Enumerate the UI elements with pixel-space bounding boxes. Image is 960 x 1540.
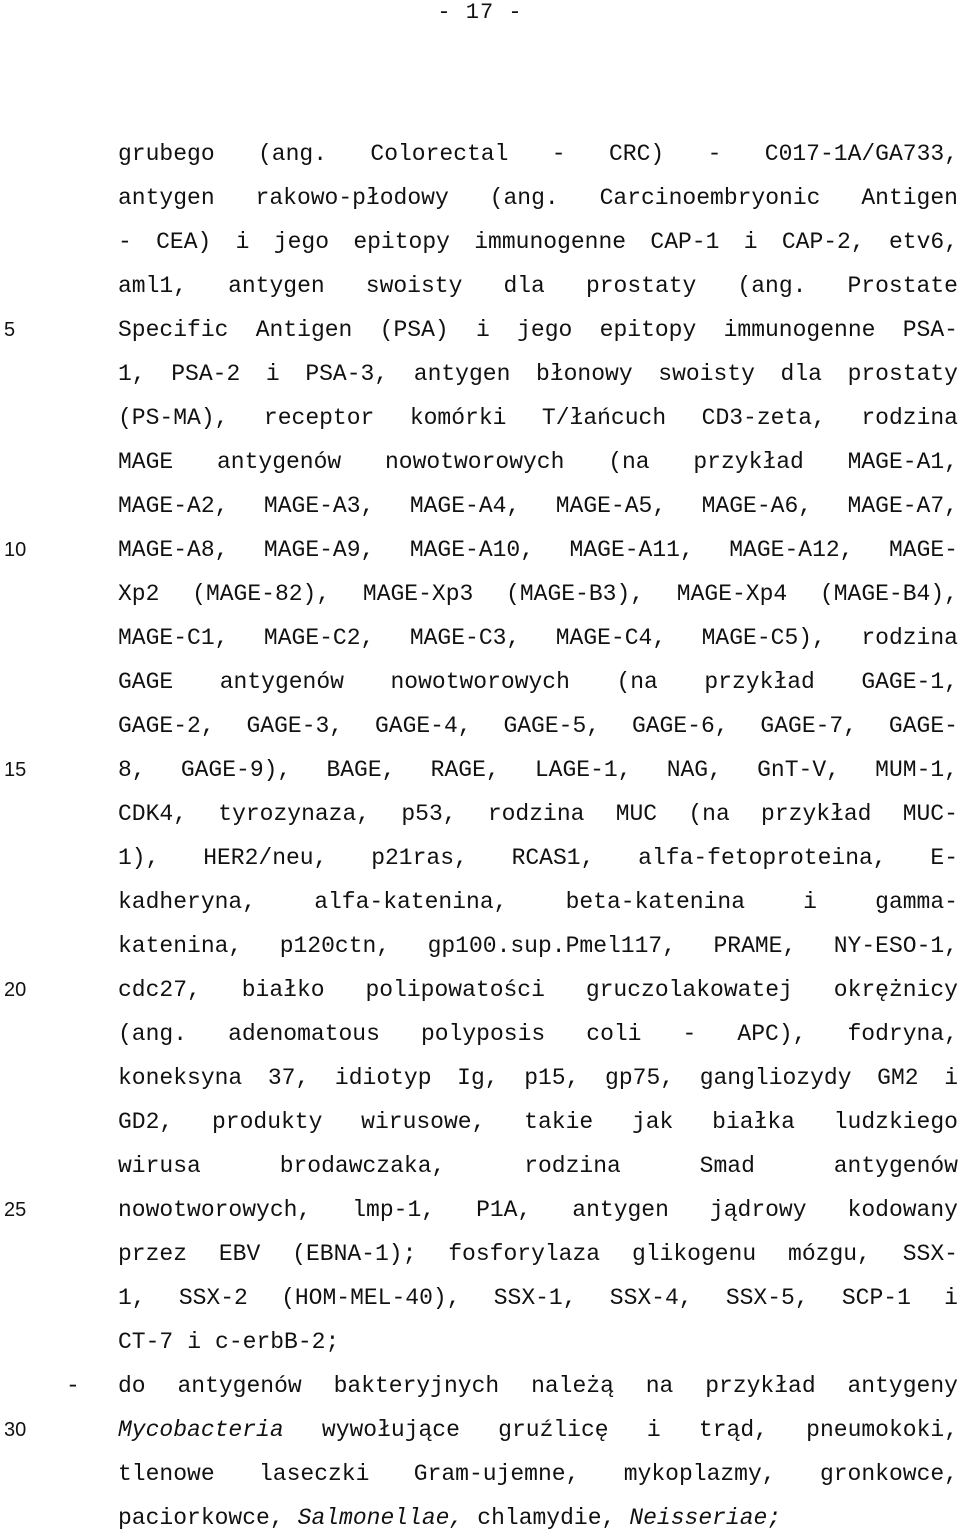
text-line: [118, 308, 958, 352]
text-word: Gram-ujemne,: [413, 1461, 580, 1487]
text-word: białka: [712, 1109, 795, 1135]
text-word: i: [476, 317, 490, 343]
text-word: (PS-MA),: [118, 405, 229, 431]
text-word: polyposis: [420, 1021, 546, 1047]
text-word: CDK4,: [118, 801, 188, 827]
text-word: chlamydie,: [477, 1505, 616, 1531]
text-word: jego: [517, 317, 573, 343]
text-word: receptor: [263, 405, 375, 431]
text-word: coli: [586, 1021, 642, 1047]
text-word: do: [118, 1373, 146, 1399]
text-line: [118, 176, 958, 220]
text-word: wywołujące: [321, 1417, 460, 1443]
text-word: gronkowce,: [819, 1461, 958, 1487]
text-word: i: [646, 1417, 661, 1443]
text-line: [118, 1232, 958, 1276]
text-word: mózgu,: [788, 1241, 871, 1267]
text-word: (MAGE-B4),: [819, 581, 958, 607]
text-word: 8,: [118, 757, 146, 783]
text-word: (ang.: [737, 273, 807, 299]
text-word: MAGE-A3,: [263, 493, 375, 519]
text-word: epitopy: [353, 229, 450, 255]
text-word: immunogenne: [723, 317, 876, 343]
text-word: GAGE-7,: [760, 713, 858, 739]
text-word: p21ras,: [371, 845, 468, 871]
text-word: MUC: [615, 801, 658, 827]
text-word: wirusowe,: [361, 1109, 486, 1135]
text-word: MAGE-: [888, 537, 958, 563]
text-word: SCP-1: [841, 1285, 911, 1311]
text-word: MAGE-C3,: [409, 625, 521, 651]
text-word: (ang.: [258, 141, 328, 167]
text-word: GM2: [877, 1065, 919, 1091]
text-word: gruźlicę: [498, 1417, 609, 1443]
text-word: (ang.: [118, 1021, 188, 1047]
text-word: P1A,: [476, 1197, 532, 1223]
text-word: trąd,: [698, 1417, 768, 1443]
text-word: bakteryjnych: [333, 1373, 500, 1399]
text-word: EBV: [218, 1241, 261, 1267]
text-word: GAGE: [118, 669, 174, 695]
page-number: - 17 -: [437, 0, 523, 25]
text-line: [118, 968, 958, 1012]
text-word: E-: [930, 845, 958, 871]
text-word: i: [944, 1285, 958, 1311]
text-word: 37,: [267, 1065, 310, 1091]
text-word: rodzina: [861, 405, 958, 431]
text-word: antygen: [572, 1197, 669, 1223]
text-word: 1,: [118, 361, 146, 387]
text-word: i: [743, 229, 758, 255]
text-line: [118, 704, 958, 748]
text-word: GAGE-6,: [631, 713, 729, 739]
text-line: [118, 484, 958, 528]
text-word: przykład: [693, 449, 804, 475]
text-line: [118, 1408, 958, 1452]
text-word: MUC-: [902, 801, 958, 827]
text-word: i: [803, 889, 817, 915]
text-word: produkty: [211, 1109, 323, 1135]
text-word: MAGE-A11,: [569, 537, 694, 563]
line-number-25: 25: [4, 1199, 27, 1221]
text-word: T/łańcuch: [541, 405, 667, 431]
text-word: rodzina: [487, 801, 585, 827]
text-word: GnT-V,: [757, 757, 840, 783]
text-word: p15,: [524, 1065, 580, 1091]
text-word: i: [187, 1329, 202, 1355]
text-word: BAGE,: [326, 757, 396, 783]
text-word: SSX-: [902, 1241, 958, 1267]
text-line: [118, 220, 958, 264]
text-word: 1,: [118, 1285, 146, 1311]
text-word: Colorectal: [370, 141, 509, 167]
text-line: [118, 572, 958, 616]
text-word: (na: [616, 669, 658, 695]
text-word: Smad: [699, 1153, 755, 1179]
text-word: LAGE-1,: [534, 757, 632, 783]
text-word: GAGE-: [888, 713, 958, 739]
text-word: GAGE-5,: [503, 713, 601, 739]
text-word: (na: [688, 801, 730, 827]
text-word: RAGE,: [430, 757, 500, 783]
text-word: (PSA): [379, 317, 449, 343]
text-word: p53,: [401, 801, 457, 827]
text-word: wirusa: [118, 1153, 201, 1179]
text-word: tlenowe: [118, 1461, 215, 1487]
text-word: MAGE: [118, 449, 174, 475]
text-word: (HOM-MEL-40),: [281, 1285, 461, 1311]
text-word: i: [235, 229, 250, 255]
text-word: błonowy: [536, 361, 633, 387]
text-word: okrężnicy: [833, 977, 958, 1003]
text-word: CEA): [156, 229, 212, 255]
text-word: swoisty: [365, 273, 463, 299]
text-word: MUM-1,: [875, 757, 958, 783]
text-line: [118, 352, 958, 396]
text-word: polipowatości: [365, 977, 545, 1003]
text-word: epitopy: [599, 317, 697, 343]
text-word: SSX-5,: [725, 1285, 809, 1311]
text-word: NAG,: [666, 757, 722, 783]
text-word: MAGE-C2,: [263, 625, 375, 651]
text-word: adenomatous: [228, 1021, 380, 1047]
text-word: SSX-1,: [493, 1285, 577, 1311]
text-word: MAGE-C4,: [555, 625, 667, 651]
text-word: takie: [524, 1109, 594, 1135]
text-word: fosforylaza: [448, 1241, 601, 1267]
text-word: przykład: [761, 801, 872, 827]
text-word: MAGE-A10,: [409, 537, 535, 563]
text-word: Salmonellae,: [297, 1505, 464, 1531]
text-word: przez: [118, 1241, 188, 1267]
text-word: jego: [273, 229, 329, 255]
text-word: pneumokoki,: [806, 1417, 958, 1443]
text-word: GAGE-1,: [861, 669, 958, 695]
text-word: gangliozydy: [699, 1065, 852, 1091]
text-word: białko: [241, 977, 325, 1003]
text-line: [118, 1320, 958, 1364]
text-word: nowotworowych: [384, 449, 565, 475]
text-line: [118, 1056, 958, 1100]
text-word: p120ctn,: [279, 933, 391, 959]
text-word: MAGE-A12,: [729, 537, 854, 563]
text-word: MAGE-A7,: [847, 493, 958, 519]
text-word: Neisseriae;: [629, 1505, 782, 1531]
text-word: MAGE-A8,: [118, 537, 229, 563]
text-line: [118, 748, 958, 792]
text-word: gruczolakowatej: [585, 977, 793, 1003]
text-word: GAGE-4,: [374, 713, 472, 739]
text-word: MAGE-A6,: [701, 493, 813, 519]
text-line: [118, 1276, 958, 1320]
text-word: CAP-1: [650, 229, 720, 255]
text-word: -: [707, 141, 722, 167]
text-line: [118, 1188, 958, 1232]
text-word: c-erbB-2;: [215, 1329, 340, 1355]
line-number-10: 10: [4, 539, 27, 561]
text-word: (ang.: [489, 185, 559, 211]
text-word: lmp-1,: [352, 1197, 436, 1223]
text-word: MAGE-A4,: [409, 493, 521, 519]
text-line: [118, 528, 958, 572]
text-line: [118, 616, 958, 660]
text-line: [118, 1144, 958, 1188]
text-word: antygen: [228, 273, 325, 299]
text-word: koneksyna: [118, 1065, 243, 1091]
text-word: 1),: [118, 845, 160, 871]
text-word: RCAS1,: [511, 845, 595, 871]
text-word: katenina,: [118, 933, 243, 959]
text-word: kodowany: [847, 1197, 958, 1223]
text-word: idiotyp: [334, 1065, 432, 1091]
text-word: (EBNA-1);: [292, 1241, 417, 1267]
text-word: swoisty: [658, 361, 755, 387]
text-word: alfa-fetoproteina,: [638, 845, 887, 871]
text-word: alfa-katenina,: [314, 889, 508, 915]
text-word: rakowo-płodowy: [255, 185, 449, 211]
text-word: SSX-4,: [609, 1285, 693, 1311]
text-word: mykoplazmy,: [623, 1461, 776, 1487]
text-line: [118, 1100, 958, 1144]
text-line: [118, 264, 958, 308]
text-line: [118, 660, 958, 704]
text-word: przykład: [704, 669, 815, 695]
text-word: dla: [780, 361, 822, 387]
text-word: nowotworowych,: [118, 1197, 312, 1223]
text-word: -: [551, 141, 566, 167]
text-word: (MAGE-B3),: [506, 581, 645, 607]
text-line: [118, 132, 958, 176]
text-line: [118, 792, 958, 836]
text-word: brodawczaka,: [279, 1153, 446, 1179]
text-line: [118, 836, 958, 880]
text-word: jak: [631, 1109, 674, 1135]
text-word: SSX-2: [178, 1285, 248, 1311]
text-word: Prostate: [847, 273, 958, 299]
text-word: MAGE-Xp4: [676, 581, 788, 607]
text-word: przykład: [705, 1373, 816, 1399]
list-bullet-dash: -: [66, 1373, 80, 1399]
text-word: -: [682, 1021, 697, 1047]
text-word: aml1,: [118, 273, 188, 299]
text-word: antygenów: [833, 1153, 958, 1179]
document-body-text: [118, 132, 958, 1540]
text-word: HER2/neu,: [203, 845, 328, 871]
text-word: gp75,: [605, 1065, 675, 1091]
text-word: CRC): [608, 141, 665, 167]
text-word: kadheryna,: [118, 889, 257, 915]
line-number-20: 20: [4, 979, 27, 1001]
line-number-15: 15: [4, 759, 27, 781]
text-word: CT-7: [118, 1329, 174, 1355]
text-word: fodryna,: [847, 1021, 958, 1047]
text-line: [118, 396, 958, 440]
text-word: Carcinoembryonic: [599, 185, 821, 211]
text-word: Ig,: [457, 1065, 499, 1091]
text-word: MAGE-A1,: [847, 449, 958, 475]
text-word: CD3-zeta,: [701, 405, 826, 431]
text-word: Mycobacteria: [118, 1417, 284, 1443]
text-line: [118, 880, 958, 924]
text-word: GAGE-9),: [180, 757, 292, 783]
text-line: [118, 440, 958, 484]
text-word: PRAME,: [713, 933, 797, 959]
text-word: PSA-: [902, 317, 958, 343]
text-word: rodzina: [524, 1153, 621, 1179]
text-word: na: [645, 1373, 674, 1399]
text-word: beta-katenina: [565, 889, 746, 915]
text-word: rodzina: [861, 625, 958, 651]
text-word: grubego: [118, 141, 215, 167]
text-line: [118, 1496, 958, 1540]
text-word: APC),: [737, 1021, 807, 1047]
text-word: należą: [531, 1373, 614, 1399]
text-word: (na: [608, 449, 650, 475]
text-word: MAGE-A5,: [555, 493, 667, 519]
text-word: jądrowy: [709, 1197, 807, 1223]
text-word: nowotworowych: [390, 669, 570, 695]
text-word: antygenów: [216, 449, 342, 475]
text-word: dla: [503, 273, 545, 299]
text-word: (MAGE-82),: [192, 581, 331, 607]
text-word: glikogenu: [631, 1241, 757, 1267]
text-word: immunogenne: [474, 229, 627, 255]
text-word: NY-ESO-1,: [833, 933, 958, 959]
text-word: MAGE-Xp3: [362, 581, 474, 607]
text-word: ludzkiego: [833, 1109, 958, 1135]
text-word: GAGE-3,: [246, 713, 344, 739]
text-line: [118, 1012, 958, 1056]
text-word: paciorkowce,: [118, 1505, 284, 1531]
text-word: i: [265, 361, 280, 387]
text-word: Antigen: [861, 185, 958, 211]
text-word: GAGE-2,: [118, 713, 215, 739]
text-word: prostaty: [847, 361, 958, 387]
text-word: antygeny: [847, 1373, 958, 1399]
text-word: MAGE-A2,: [118, 493, 229, 519]
text-word: CAP-2,: [781, 229, 865, 255]
text-line: [118, 1452, 958, 1496]
text-word: komórki: [409, 405, 507, 431]
text-word: MAGE-C5),: [701, 625, 826, 651]
text-word: gp100.sup.Pmel117,: [427, 933, 677, 959]
text-word: antygenów: [177, 1373, 302, 1399]
text-word: Antigen: [255, 317, 353, 343]
text-word: antygen: [413, 361, 511, 387]
line-number-5: 5: [4, 319, 16, 341]
text-word: etv6,: [888, 229, 958, 255]
text-word: PSA-2: [171, 361, 241, 387]
text-line: [118, 1364, 958, 1408]
text-word: C017-1A/GA733,: [764, 141, 958, 167]
text-word: Specific: [118, 317, 229, 343]
text-word: prostaty: [585, 273, 697, 299]
text-word: laseczki: [258, 1461, 370, 1487]
line-number-30: 30: [4, 1419, 27, 1441]
text-word: PSA-3,: [305, 361, 389, 387]
text-word: i: [944, 1065, 958, 1091]
text-word: antygen: [118, 185, 215, 211]
text-word: cdc27,: [118, 977, 201, 1003]
text-word: antygenów: [219, 669, 344, 695]
text-word: MAGE-C1,: [118, 625, 229, 651]
text-word: -: [118, 229, 132, 255]
text-word: gamma-: [875, 889, 958, 915]
text-word: tyrozynaza,: [218, 801, 371, 827]
text-word: MAGE-A9,: [263, 537, 375, 563]
text-word: Xp2: [118, 581, 160, 607]
text-line: [118, 924, 958, 968]
text-word: GD2,: [118, 1109, 174, 1135]
